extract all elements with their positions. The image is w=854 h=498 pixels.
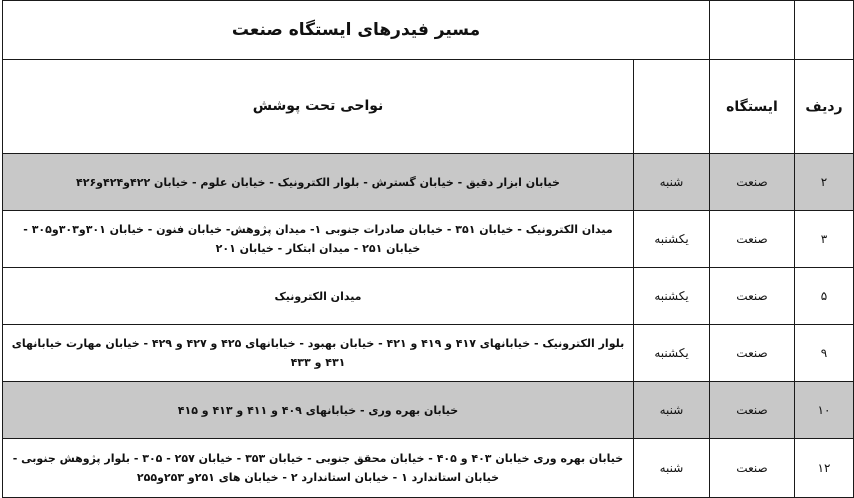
table-row [3, 268, 854, 325]
row-station: صنعت [710, 268, 795, 325]
row-day: شنبه [634, 154, 710, 211]
title-empty-cell-middle [710, 1, 795, 60]
row-station: صنعت [710, 154, 795, 211]
table-row [3, 154, 854, 211]
row-number: ۵ [795, 268, 854, 325]
row-day: شنبه [634, 382, 710, 439]
row-coverage-area: میدان الکترونیک - خیابان ۳۵۱ - خیابان صادرات جنوبی ۱- میدان پژوهش- خیابان فنون - خیابان ۳۰۱و۳۰۳و۳۰۵ - خیابان ۲۵۱ - میدان ابتکار - خیابان ۲۰۱ [3, 211, 634, 268]
row-coverage-area: خیابان ابزار دقیق - خیابان گسترش - بلوار الکترونیک - خیابان علوم - خیابان ۴۲۲و۴۲۴و۴۲۶ [3, 154, 634, 211]
row-number: ۲ [795, 154, 854, 211]
header-row-number: ردیف [795, 60, 854, 154]
table-row [3, 382, 854, 439]
row-station: صنعت [710, 382, 795, 439]
row-day: یکشنبه [634, 325, 710, 382]
row-number: ۳ [795, 211, 854, 268]
row-number: ۱۰ [795, 382, 854, 439]
table-row [3, 439, 854, 498]
row-number: ۹ [795, 325, 854, 382]
table-title: مسیر فیدرهای ایستگاه صنعت [3, 1, 710, 60]
feeder-route-table [2, 0, 854, 498]
title-empty-cell-right [795, 1, 854, 60]
row-station: صنعت [710, 211, 795, 268]
row-number: ۱۲ [795, 439, 854, 498]
row-day: یکشنبه [634, 211, 710, 268]
row-coverage-area: خیابان بهره وری خیابان ۴۰۳ و ۴۰۵ - خیابان محقق جنوبی - خیابان ۳۵۳ - خیابان ۲۵۷ - ۳۰۵ - بلوار پژوهش جنوبی - خیابان استاندارد ۱ - خیابان استاندارد ۲ - خیابان های ۲۵۱و ۲۵۳و۲۵۵ [3, 439, 634, 498]
table-row [3, 325, 854, 382]
header-coverage-area: نواحی تحت پوشش [3, 60, 634, 154]
row-coverage-area: میدان الکترونیک [3, 268, 634, 325]
header-station: ایستگاه [710, 60, 795, 154]
row-day: یکشنبه [634, 268, 710, 325]
header-day [634, 60, 710, 154]
header-row [3, 60, 854, 154]
row-coverage-area: خیابان بهره وری - خیابانهای ۴۰۹ و ۴۱۱ و ۴۱۳ و ۴۱۵ [3, 382, 634, 439]
table-row [3, 211, 854, 268]
row-day: شنبه [634, 439, 710, 498]
row-station: صنعت [710, 325, 795, 382]
title-row [3, 1, 854, 60]
row-coverage-area: بلوار الکترونیک - خیابانهای ۴۱۷ و ۴۱۹ و ۴۲۱ - خیابان بهبود - خیابانهای ۴۲۵ و ۴۲۷ و ۴۲۹ - خیابان مهارت خیابانهای ۴۳۱ و ۴۳۳ [3, 325, 634, 382]
row-station: صنعت [710, 439, 795, 498]
